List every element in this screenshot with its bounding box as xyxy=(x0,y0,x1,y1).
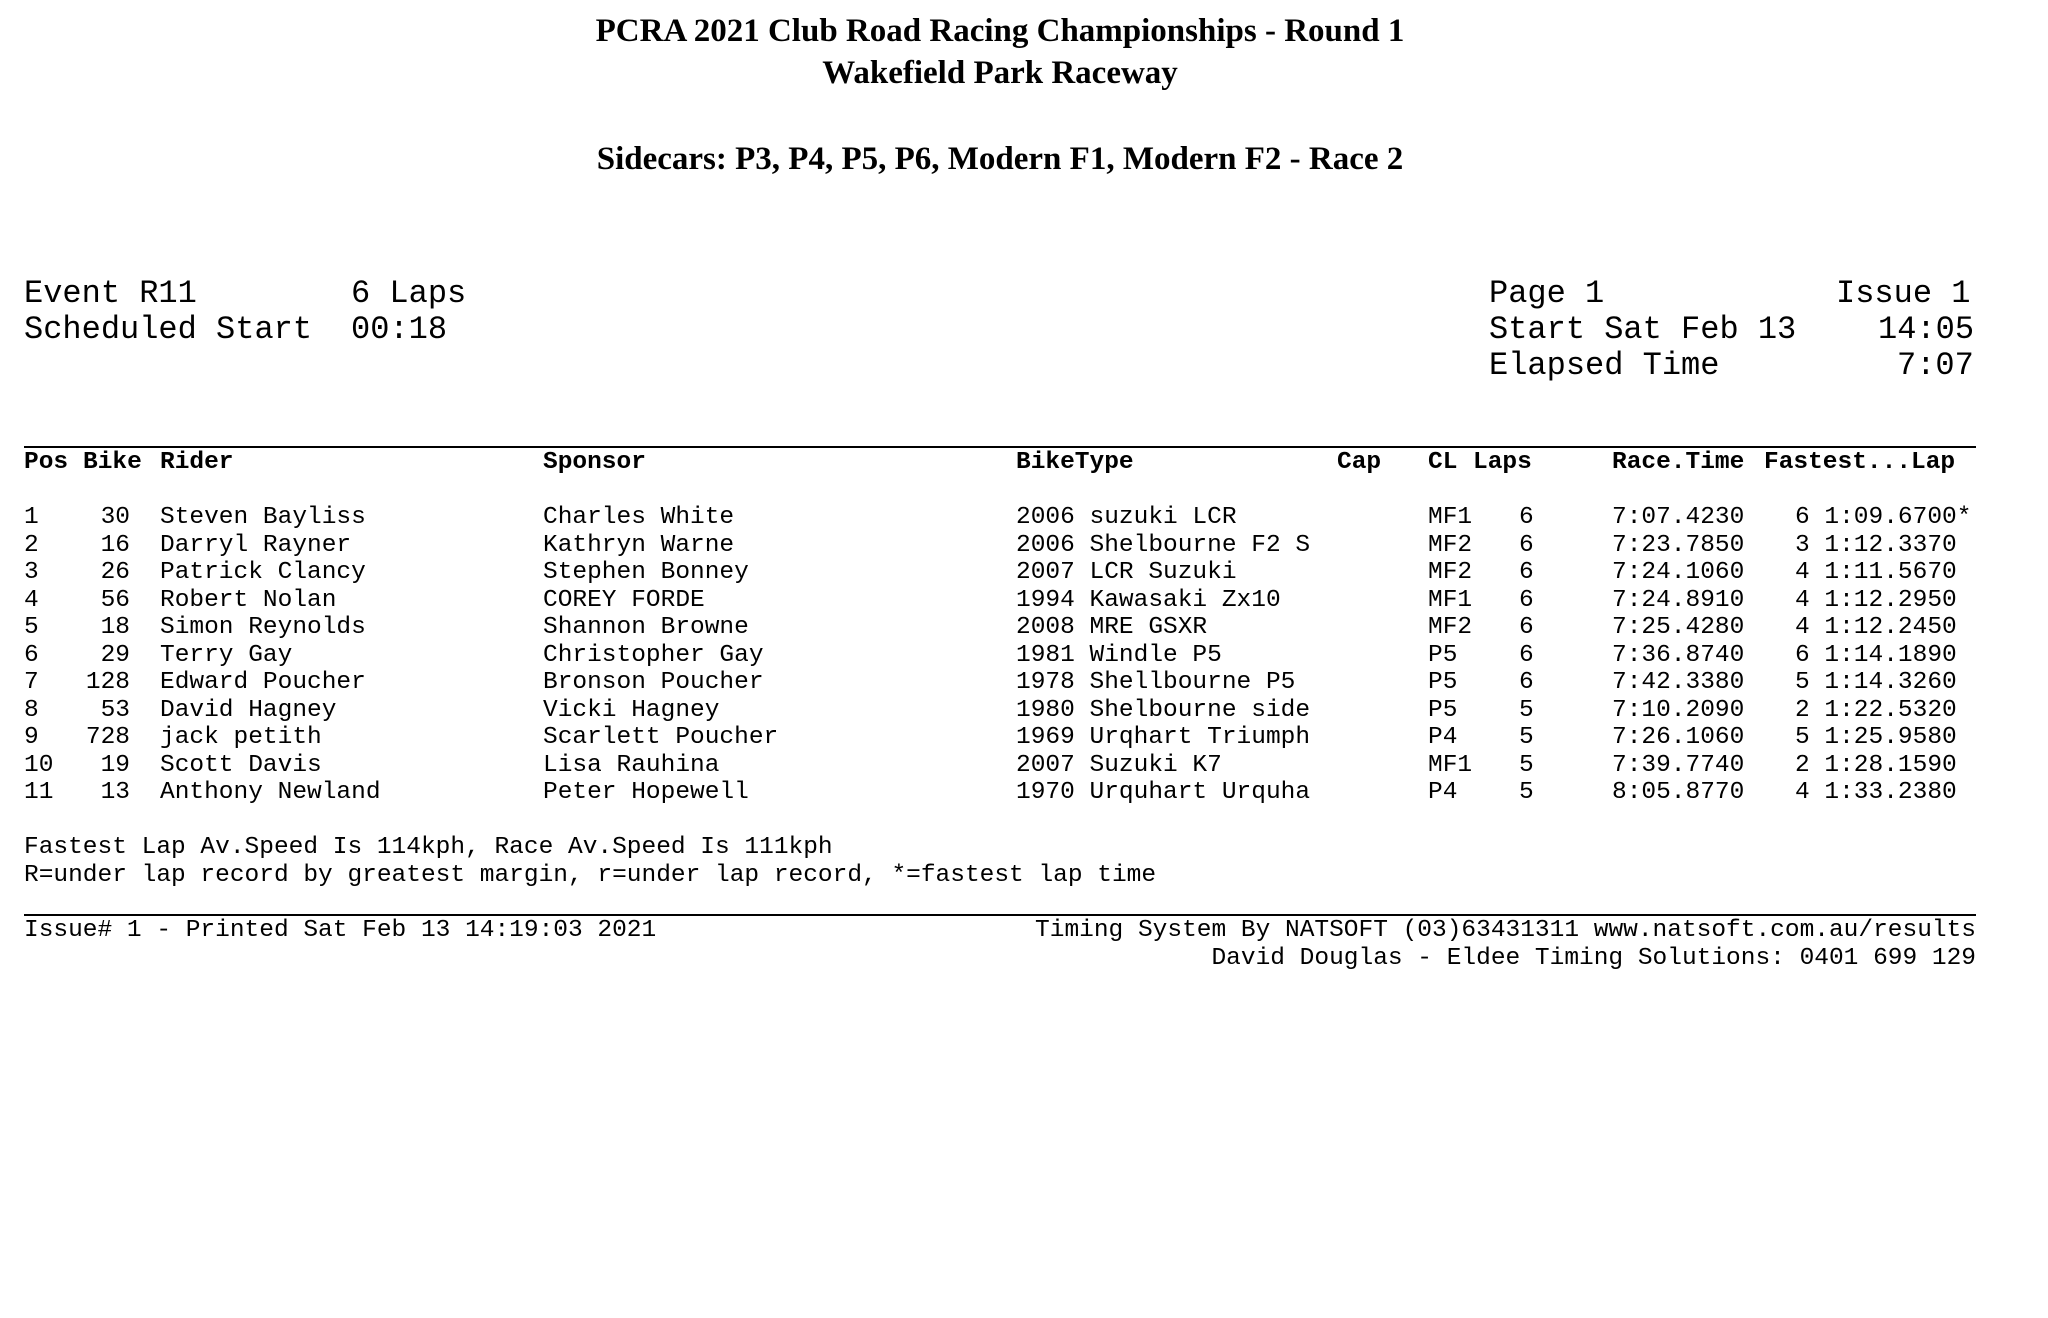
col-cl: CL xyxy=(1428,449,1458,476)
header-rule xyxy=(24,446,1976,448)
table-row xyxy=(0,779,2048,807)
racetime-cell: 7:24.1060 xyxy=(1612,559,1745,586)
sponsor-cell: Lisa Rauhina xyxy=(543,751,720,779)
sponsor-cell: Bronson Poucher xyxy=(543,669,764,696)
biketype-cell: 1980 Shelbourne side xyxy=(1016,696,1311,724)
laps-cell: 5 xyxy=(1519,696,1534,724)
biketype-cell: 1978 Shellbourne P5 xyxy=(1016,669,1296,696)
laps-cell: 6 xyxy=(1519,504,1534,531)
pos-cell: 6 xyxy=(24,641,39,669)
bike-cell: 56 xyxy=(100,586,130,614)
class-cell: P5 xyxy=(1428,641,1458,669)
biketype-cell: 1969 Urqhart Triumph xyxy=(1016,724,1311,751)
racetime-cell: 7:25.4280 xyxy=(1612,614,1745,641)
laps-cell: 6 xyxy=(1519,641,1534,669)
laps-cell: 6 xyxy=(1519,586,1534,614)
col-racetime: Race.Time xyxy=(1612,449,1745,476)
col-pos: Pos xyxy=(24,449,69,476)
start-time-value: 14:05 xyxy=(1878,311,1975,348)
col-biketype: BikeType xyxy=(1016,449,1134,476)
table-row xyxy=(0,752,2048,780)
class-cell: MF2 xyxy=(1428,531,1473,559)
pos-cell: 5 xyxy=(24,614,39,641)
laps-cell: 5 xyxy=(1519,779,1534,806)
laps-cell: 6 xyxy=(1519,669,1534,696)
laps-cell: 6 xyxy=(1519,531,1534,559)
pos-cell: 11 xyxy=(24,779,54,806)
fastest-cell: 2 1:22.5320 xyxy=(1795,696,1957,724)
table-row xyxy=(0,504,2048,532)
rider-cell: Simon Reynolds xyxy=(160,614,366,641)
bike-cell: 18 xyxy=(100,614,130,641)
laps-cell: 6 xyxy=(1519,614,1534,641)
class-cell: MF1 xyxy=(1428,586,1473,614)
bike-cell: 30 xyxy=(100,504,130,531)
biketype-cell: 1970 Urquhart Urquha xyxy=(1016,779,1311,806)
sponsor-cell: Stephen Bonney xyxy=(543,559,749,586)
bike-cell: 53 xyxy=(100,696,130,724)
footer-rule xyxy=(24,914,1976,916)
pos-cell: 2 xyxy=(24,531,39,559)
class-cell: MF1 xyxy=(1428,504,1473,531)
rider-cell: David Hagney xyxy=(160,696,337,724)
pos-cell: 3 xyxy=(24,559,39,586)
rider-cell: Steven Bayliss xyxy=(160,504,366,531)
laps-label: 6 Laps xyxy=(351,275,467,312)
bike-cell: 13 xyxy=(100,779,130,806)
class-cell: P4 xyxy=(1428,779,1458,806)
fastest-cell: 4 1:12.2950 xyxy=(1795,586,1957,614)
biketype-cell: 2007 Suzuki K7 xyxy=(1016,751,1222,779)
laps-cell: 5 xyxy=(1519,724,1534,751)
printed-line: Issue# 1 - Printed Sat Feb 13 14:19:03 2021 xyxy=(24,917,657,944)
scheduled-start-value: 00:18 xyxy=(351,311,448,348)
col-cap: Cap xyxy=(1337,449,1382,476)
biketype-cell: 2007 LCR Suzuki xyxy=(1016,559,1237,586)
racetime-cell: 7:26.1060 xyxy=(1612,724,1745,751)
class-cell: MF2 xyxy=(1428,559,1473,586)
scheduled-start-label: Scheduled Start xyxy=(24,311,313,348)
timing-contact-line: David Douglas - Eldee Timing Solutions: 0401 699 129 xyxy=(1211,944,1976,972)
laps-cell: 6 xyxy=(1519,559,1534,586)
class-cell: MF2 xyxy=(1428,614,1473,641)
pos-cell: 7 xyxy=(24,669,39,696)
start-date-label: Start Sat Feb 13 xyxy=(1489,311,1797,348)
bike-cell: 728 xyxy=(85,724,130,751)
legend-note: R=under lap record by greatest margin, r=under lap record, *=fastest lap time xyxy=(24,861,1157,889)
rider-cell: Edward Poucher xyxy=(160,669,366,696)
fastest-cell: 4 1:12.2450 xyxy=(1795,614,1957,641)
table-row xyxy=(0,614,2048,642)
report-title xyxy=(0,10,2000,94)
class-cell: P4 xyxy=(1428,724,1458,751)
issue-label: Issue 1 xyxy=(1836,275,1971,312)
race-title: Sidecars: P3, P4, P5, P6, Modern F1, Modern F2 - Race 2 xyxy=(596,141,1404,177)
col-fastest: Fastest...Lap xyxy=(1764,449,1956,476)
results-header-row xyxy=(0,449,2048,477)
racetime-cell: 7:07.4230 xyxy=(1612,504,1745,531)
sponsor-cell: COREY FORDE xyxy=(543,586,705,614)
table-row xyxy=(0,587,2048,615)
racetime-cell: 8:05.8770 xyxy=(1612,779,1745,806)
sponsor-cell: Vicki Hagney xyxy=(543,696,720,724)
class-cell: P5 xyxy=(1428,669,1458,696)
pos-cell: 8 xyxy=(24,696,39,724)
biketype-cell: 2008 MRE GSXR xyxy=(1016,614,1208,641)
elapsed-time-value: 7:07 xyxy=(1897,347,1974,384)
bike-cell: 19 xyxy=(100,751,130,779)
fastest-cell: 5 1:14.3260 xyxy=(1795,669,1957,696)
event-label: Event R11 xyxy=(24,275,197,312)
sponsor-cell: Charles White xyxy=(543,504,735,531)
fastest-cell: 6 1:09.6700* xyxy=(1795,504,1972,531)
racetime-cell: 7:36.8740 xyxy=(1612,641,1745,669)
pos-cell: 1 xyxy=(24,504,39,531)
pos-cell: 10 xyxy=(24,751,54,779)
fastest-cell: 5 1:25.9580 xyxy=(1795,724,1957,751)
racetime-cell: 7:23.7850 xyxy=(1612,531,1745,559)
page-label: Page 1 xyxy=(1489,275,1605,312)
sponsor-cell: Scarlett Poucher xyxy=(543,724,779,751)
col-laps: Laps xyxy=(1473,449,1532,476)
class-cell: MF1 xyxy=(1428,751,1473,779)
class-cell: P5 xyxy=(1428,696,1458,724)
rider-cell: jack petith xyxy=(160,724,322,751)
sponsor-cell: Shannon Browne xyxy=(543,614,749,641)
timing-system-line: Timing System By NATSOFT (03)63431311 www.natsoft.com.au/results xyxy=(1035,917,1976,944)
rider-cell: Anthony Newland xyxy=(160,779,381,806)
sponsor-cell: Christopher Gay xyxy=(543,641,764,669)
racetime-cell: 7:42.3380 xyxy=(1612,669,1745,696)
rider-cell: Terry Gay xyxy=(160,641,293,669)
rider-cell: Scott Davis xyxy=(160,751,322,779)
rider-cell: Patrick Clancy xyxy=(160,559,366,586)
speed-note: Fastest Lap Av.Speed Is 114kph, Race Av.Speed Is 111kph xyxy=(24,834,833,861)
laps-cell: 5 xyxy=(1519,751,1534,779)
fastest-cell: 2 1:28.1590 xyxy=(1795,751,1957,779)
fastest-cell: 4 1:11.5670 xyxy=(1795,559,1957,586)
fastest-cell: 4 1:33.2380 xyxy=(1795,779,1957,806)
table-row xyxy=(0,642,2048,670)
biketype-cell: 1994 Kawasaki Zx10 xyxy=(1016,586,1281,614)
elapsed-time-label: Elapsed Time xyxy=(1489,347,1720,384)
table-row xyxy=(0,697,2048,725)
venue-title: Wakefield Park Raceway xyxy=(822,55,1178,91)
pos-cell: 9 xyxy=(24,724,39,751)
col-rider: Rider xyxy=(160,449,234,476)
racetime-cell: 7:10.2090 xyxy=(1612,696,1745,724)
sponsor-cell: Peter Hopewell xyxy=(543,779,749,806)
bike-cell: 29 xyxy=(100,641,130,669)
biketype-cell: 2006 Shelbourne F2 S xyxy=(1016,531,1311,559)
bike-cell: 16 xyxy=(100,531,130,559)
racetime-cell: 7:24.8910 xyxy=(1612,586,1745,614)
table-row xyxy=(0,559,2048,587)
pos-cell: 4 xyxy=(24,586,39,614)
biketype-cell: 1981 Windle P5 xyxy=(1016,641,1222,669)
col-bike: Bike xyxy=(83,449,142,476)
racetime-cell: 7:39.7740 xyxy=(1612,751,1745,779)
bike-cell: 128 xyxy=(85,669,130,696)
rider-cell: Darryl Rayner xyxy=(160,531,352,559)
bike-cell: 26 xyxy=(100,559,130,586)
table-row xyxy=(0,724,2048,752)
sponsor-cell: Kathryn Warne xyxy=(543,531,735,559)
col-sponsor: Sponsor xyxy=(543,449,646,476)
table-row xyxy=(0,532,2048,560)
championship-title: PCRA 2021 Club Road Racing Championships - Round 1 xyxy=(595,13,1405,49)
fastest-cell: 6 1:14.1890 xyxy=(1795,641,1957,669)
table-row xyxy=(0,669,2048,697)
rider-cell: Robert Nolan xyxy=(160,586,337,614)
biketype-cell: 2006 suzuki LCR xyxy=(1016,504,1237,531)
fastest-cell: 3 1:12.3370 xyxy=(1795,531,1957,559)
